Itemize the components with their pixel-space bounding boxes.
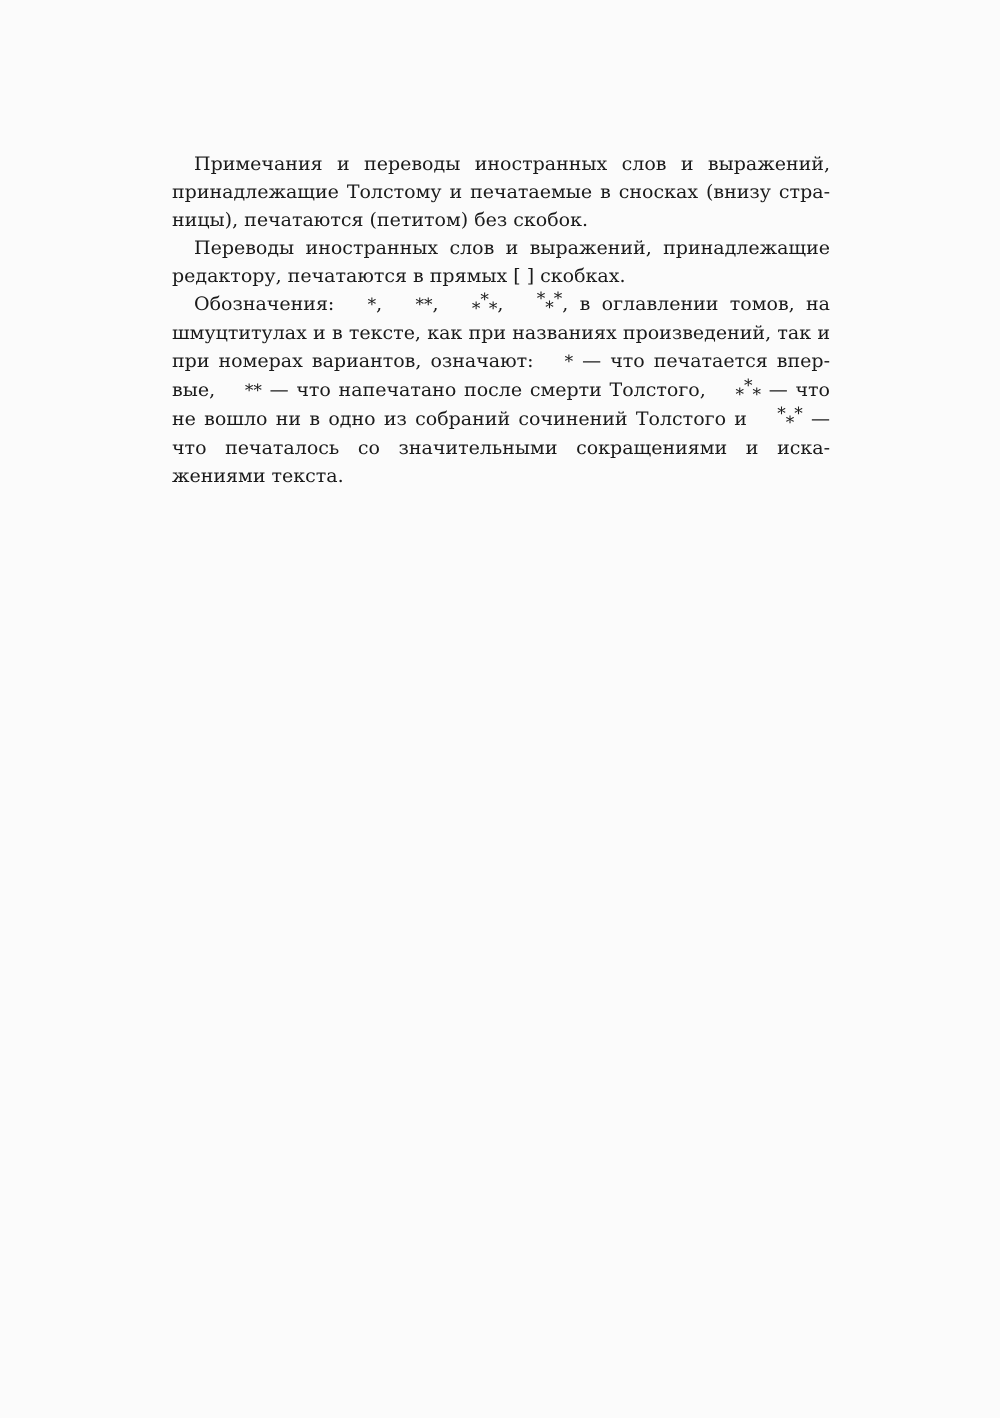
legend-after-symbols: , в оглавлении томов, на шмуцтитулах и в тексте, как при названиях произведений, так и при номерах вариантов, означают: (172, 293, 830, 372)
def4-symbol: *** (777, 404, 803, 433)
paragraph-notes-translations-editor: Переводы иностранных слов и выражений, принадлежащие редактору, печатаются в прямых [ ] скобках. (172, 237, 830, 287)
def4-text: — что печаталось со значительными сокращениями и искажениями текста. (172, 408, 831, 487)
def2-text: — что напечатано после смерти Толстого, (261, 379, 714, 401)
legend-lead: Обозначения: (194, 293, 346, 315)
triple-asterisk-low-symbol: *** (471, 290, 498, 319)
double-asterisk-symbol: ** (415, 295, 433, 315)
def3-symbol: *** (735, 376, 761, 405)
def3-text: — что не вошло ни в одно из собраний сочинений Толстого и (172, 379, 830, 430)
single-asterisk-symbol: * (367, 295, 377, 315)
separator: , (376, 293, 394, 315)
paragraph-symbols-legend (172, 290, 830, 490)
def2-symbol: ** (244, 381, 262, 401)
separator: , (497, 293, 515, 315)
def1-symbol: * (564, 352, 574, 372)
paragraph-notes-translations-tolstoy: Примечания и переводы иностранных слов и выражений, принадлежащие Толстому и печатаемые в сносках (внизу страницы), печатаются (петитом) без скобок. (172, 153, 830, 231)
def1-text: — что печатается впервые, (172, 350, 830, 401)
triple-asterisk-high-symbol: *** (536, 289, 563, 318)
editorial-notes (172, 150, 830, 490)
separator: , (432, 293, 450, 315)
